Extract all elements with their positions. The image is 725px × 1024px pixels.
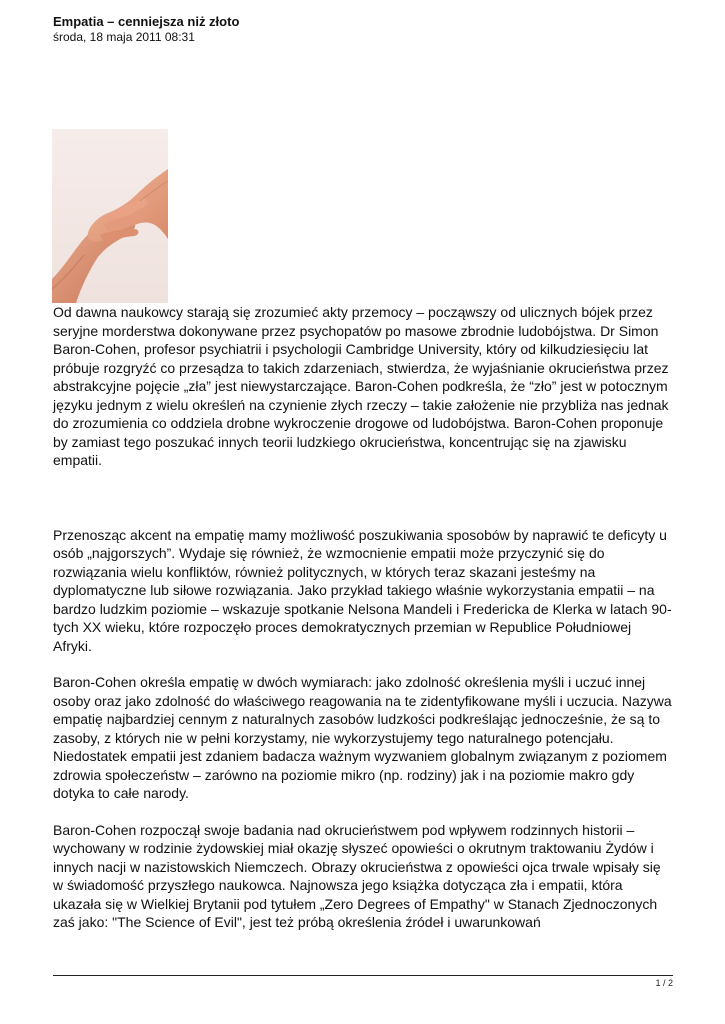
document-header — [53, 14, 239, 45]
article-body — [53, 303, 673, 932]
paragraph: Baron-Cohen rozpoczął swoje badania nad okrucieństwem pod wpływem rodzinnych historii – wychowany w rodzinie żydowskiej miał okazję słyszeć opowieści o okrutnym traktowaniu Żydów i innych nacji w nazistowskich Niemczech. Obrazy okrucieństwa z opowieści ojca trwale wpisały się w świadomość przyszłego naukowca. Najnowsza jego książka dotycząca zła i empatii, która ukazała się w Wielkiej Brytanii pod tytułem „Zero Degrees of Empathy" w Stanach Zjednoczonych zaś jako: "The Science of Evil", jest też próbą określenia źródeł i uwarunkowań — [53, 821, 661, 930]
page-number: 1 / 2 — [655, 978, 673, 988]
paragraph: Od dawna naukowcy starają się zrozumieć akty przemocy – począwszy od ulicznych bójek przez seryjne morderstwa dokonywane przez psychopatów po masowe zbrodnie ludobójstwa. Dr Simon Baron-Cohen, profesor psychiatrii i psychologii Cambridge University, który od kilkudziesięciu lat próbuje rozgryźć co przesądza to takich zdarzeniach, stwierdza, że wyjaśnianie okrucieństwa przez abstrakcyjne pojęcie „zła” jest niewystarczające. Baron-Cohen podkreśla, że “zło” jest w potocznym języku jednym z wielu określeń na czynienie złych rzeczy – takie założenie nie przybliża nas jednak do zrozumienia co oddziela drobne wykroczenie drogowe od ludobójstwa. Baron-Cohen proponuje by zamiast tego poszukać innych teorii ludzkiego okrucieństwa, koncentrując się na zjawisku empatii. — [53, 304, 669, 468]
paragraph: Przenosząc akcent na empatię mamy możliwość poszukiwania sposobów by naprawić te deficyty u osób „najgorszych”. Wydaje się również, że wzmocnienie empatii może przyczynić się do rozwiązania wielu konfliktów, również politycznych, w których teraz skazani jesteśmy na dyplomatyczne lub siłowe rozwiązania. Jako przykład takiego właśnie wykorzystania empatii – na bardzo ludzkim poziomie – wskazuje spotkanie Nelsona Mandeli i Fredericka de Klerka w latach 90-tych XX wieku, które rozpoczęło proces demokratycznych przemian w Republice Południowej Afryki. — [53, 526, 672, 654]
article-date: środa, 18 maja 2011 08:31 — [53, 30, 195, 44]
footer-divider — [53, 975, 673, 976]
article-title: Empatia – cenniejsza niż złoto — [53, 14, 240, 29]
hands-photo-icon — [52, 129, 168, 303]
paragraph: Baron-Cohen określa empatię w dwóch wymiarach: jako zdolność określenia myśli i uczuć innej osoby oraz jako zdolność do właściwego reagowania na te zidentyfikowane myśli i uczucia. Nazywa empatię najbardziej cennym z naturalnych zasobów ludzkości podkreślając jednocześnie, że są to zasoby, z których nie w pełni korzystamy, nie wykorzystujemy tego naturalnego potencjału. Niedostatek empatii jest zdaniem badacza ważnym wyzwaniem globalnym związanym z poziomem zdrowia społeczeństw – zarówno na poziomie mikro (np. rodziny) jak i na poziomie makro gdy dotyka to całe narody. — [53, 674, 672, 801]
